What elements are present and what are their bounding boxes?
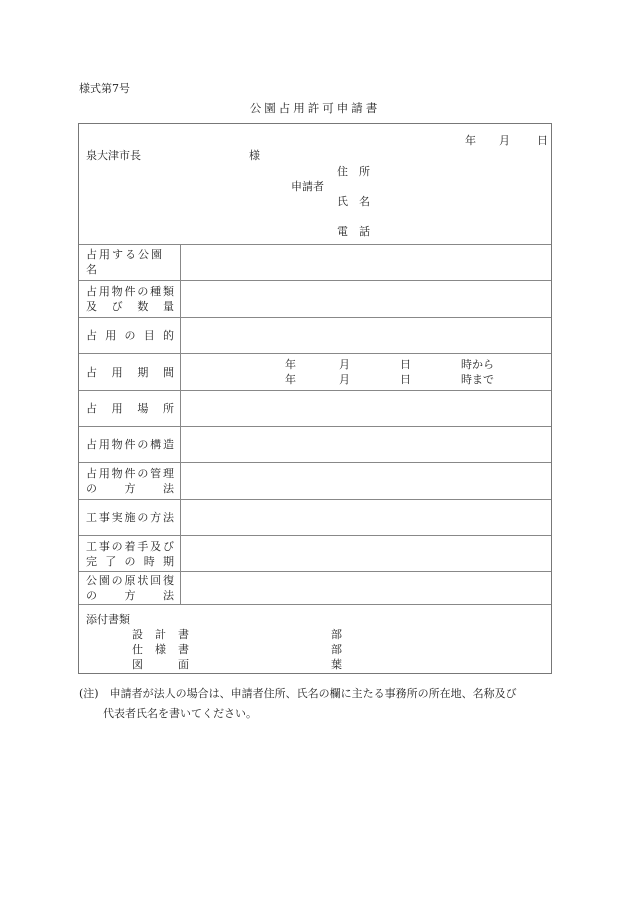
attachment-unit: 葉 [331, 658, 342, 671]
applicant-label: 申請者 [291, 180, 324, 193]
header-cell [79, 124, 551, 245]
name-label-1: 氏 [337, 195, 348, 208]
address-label-1: 住 [337, 165, 348, 178]
row-park-name [79, 244, 551, 281]
row-purpose: 占 用 の 目 的 [79, 318, 551, 354]
label-park-name: 占用する公園名 [86, 248, 164, 276]
restoration-field[interactable] [182, 572, 551, 604]
construction-period-field[interactable] [182, 536, 551, 571]
note-line-1: (注) 申請者が法人の場合は、申請者住所、氏名の欄に主たる事務所の所在地、名称及び [79, 687, 517, 700]
row-object-type: 占 用 物 件 の 種 類 及 び 数 量 [79, 281, 551, 318]
period-field[interactable]: 年 月 日 時から 年 月 日 時まで [285, 358, 494, 386]
attachment-unit: 部 [331, 628, 342, 641]
application-form-table [78, 123, 552, 674]
attachments-label: 添付書類 [86, 613, 130, 626]
note-line-2: 代表者氏名を書いてください。 [103, 707, 257, 720]
form-number: 様式第7号 [79, 82, 130, 95]
row-restoration: 公 園 の 原 状 回 復 の 方 法 [79, 572, 551, 605]
phone-label-1: 電 [337, 225, 348, 238]
park-name-field[interactable] [182, 244, 551, 280]
date-month-label: 月 [499, 134, 510, 147]
row-period: 占 用 期 間 年 月 日 時から 年 月 日 時まで [79, 354, 551, 391]
date-year-label: 年 [465, 134, 476, 147]
purpose-field[interactable] [182, 318, 551, 353]
address-label-2: 所 [359, 165, 370, 178]
attachments-section: 添付書類 設 計 書 部 仕 様 書 部 図 面 葉 [86, 613, 342, 671]
page-title: 公園占用許可申請書 [249, 101, 381, 115]
row-structure: 占 用 物 件 の 構 造 [79, 427, 551, 463]
structure-field[interactable] [182, 427, 551, 462]
phone-label-2: 話 [359, 225, 370, 238]
location-field[interactable] [182, 391, 551, 426]
note [79, 684, 559, 724]
row-construction-period: 工 事 の 着 手 及 び 完 了 の 時 期 [79, 536, 551, 572]
construction-method-field[interactable] [182, 500, 551, 535]
object-type-field[interactable] [182, 281, 551, 317]
row-construction-method: 工 事 実 施 の 方 法 [79, 500, 551, 536]
attachment-unit: 部 [331, 643, 342, 656]
date-day-label: 日 [537, 134, 548, 147]
name-label-2: 名 [359, 195, 370, 208]
management-field[interactable] [182, 463, 551, 499]
row-management: 占 用 物 件 の 管 理 の 方 法 [79, 463, 551, 500]
row-location: 占 用 場 所 [79, 391, 551, 427]
honorific: 様 [249, 149, 260, 162]
addressee: 泉大津市長 [86, 149, 141, 162]
